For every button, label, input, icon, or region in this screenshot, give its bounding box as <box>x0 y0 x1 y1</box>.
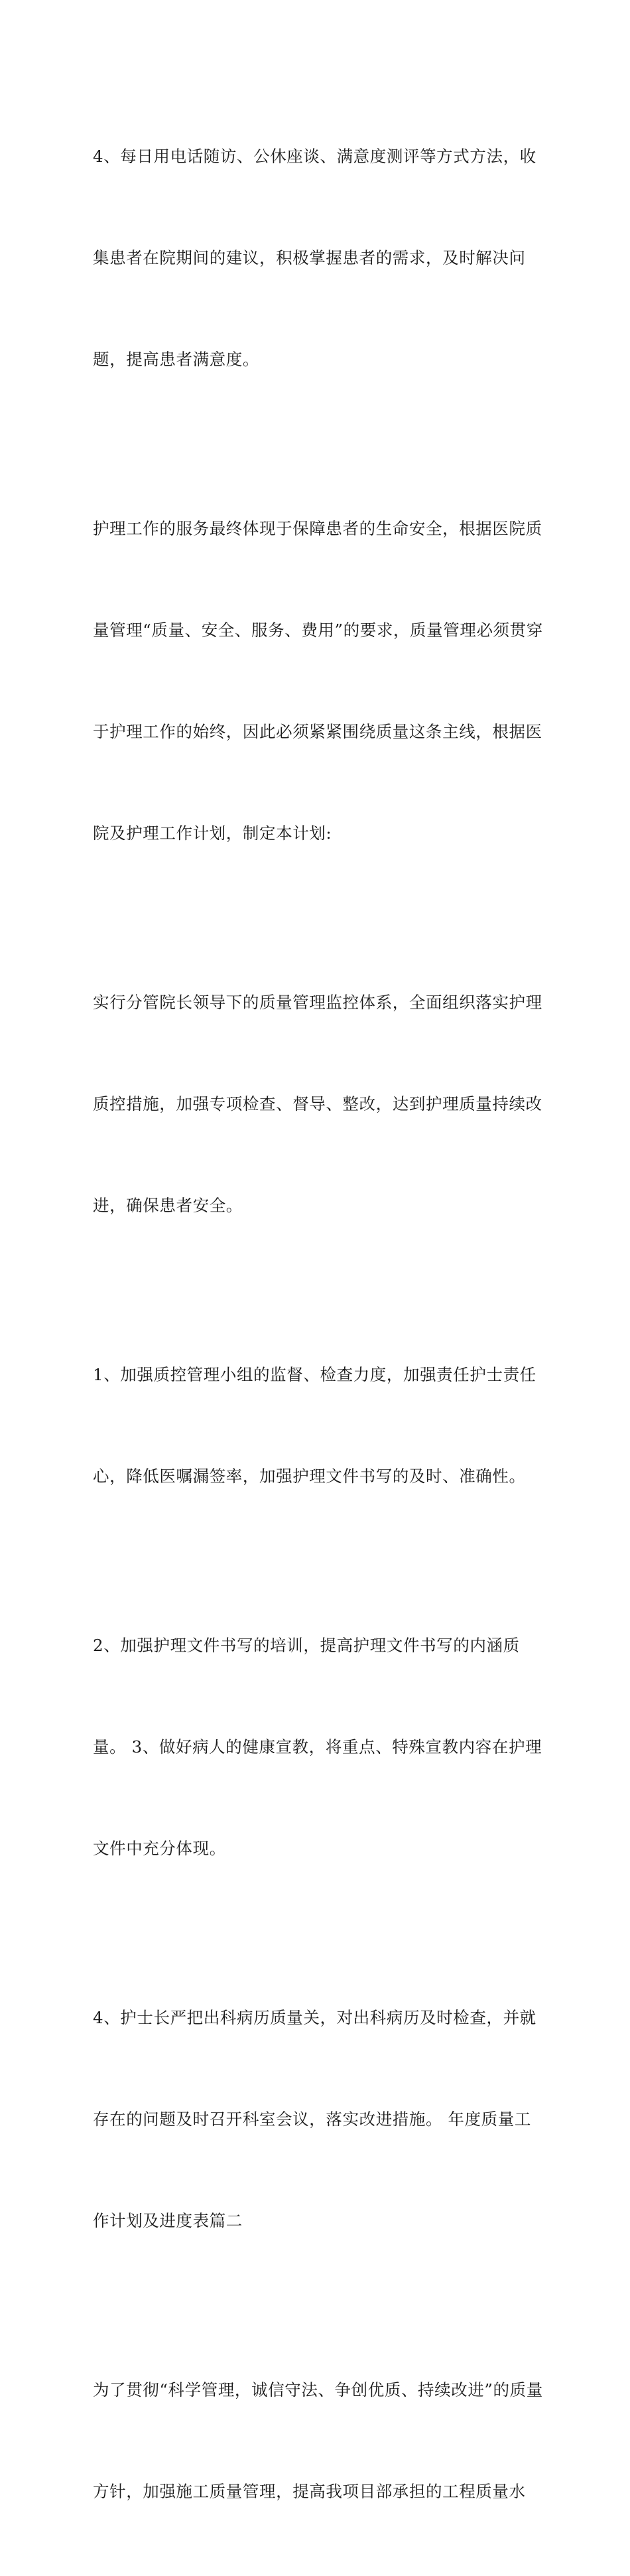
text-line: 为了贯彻“科学管理，诚信守法、争创优质、持续改进”的质量 <box>93 2380 543 2399</box>
text-line: 1、加强质控管理小组的监督、检查力度，加强责任护士责任 <box>93 1365 536 1384</box>
text-line: 院及护理工作计划，制定本计划: <box>93 823 332 843</box>
text-line: 4、每日用电话随访、公休座谈、满意度测评等方式方法，收 <box>93 147 536 166</box>
text-line: 于护理工作的始终，因此必须紧紧围绕质量这条主线，根据医 <box>93 722 542 741</box>
paragraph-nursing-quality-intro <box>93 444 544 918</box>
paragraph-item-1 <box>93 1290 544 1561</box>
text-line: 集患者在院期间的建议，积极掌握患者的需求，及时解决问 <box>93 248 526 267</box>
text-line: 量。 3、做好病人的健康宣教，将重点、特殊宣教内容在护理 <box>93 1737 542 1756</box>
paragraph-item-4 <box>93 1933 544 2305</box>
text-line: 作计划及进度表篇二 <box>93 2211 243 2230</box>
text-line: 2、加强护理文件书写的培训，提高护理文件书写的内涵质 <box>93 1636 520 1655</box>
text-line: 心，降低医嘱漏签率，加强护理文件书写的及时、准确性。 <box>93 1467 526 1486</box>
text-line: 护理工作的服务最终体现于保障患者的生命安全，根据医院质 <box>93 519 542 538</box>
paragraph-quality-policy <box>93 2305 544 2576</box>
text-line: 题，提高患者满意度。 <box>93 350 259 369</box>
text-line: 实行分管院长领导下的质量管理监控体系，全面组织落实护理 <box>93 993 542 1012</box>
text-line: 质控措施，加强专项检查、督导、整改，达到护理质量持续改 <box>93 1094 542 1113</box>
text-line: 量管理“质量、安全、服务、费用”的要求，质量管理必须贯穿 <box>93 620 543 640</box>
text-line: 4、护士长严把出科病历质量关，对出科病历及时检查，并就 <box>93 2008 536 2027</box>
paragraph-monitoring-system <box>93 918 544 1290</box>
text-line: 存在的问题及时召开科室会议，落实改进措施。 年度质量工 <box>93 2110 531 2129</box>
text-line: 进，确保患者安全。 <box>93 1196 243 1215</box>
text-line: 方针，加强施工质量管理，提高我项目部承担的工程质量水 <box>93 2482 526 2501</box>
paragraph-feedback <box>93 72 544 444</box>
text-line: 文件中充分体现。 <box>93 1839 226 1858</box>
paragraph-item-2-3 <box>93 1561 544 1933</box>
